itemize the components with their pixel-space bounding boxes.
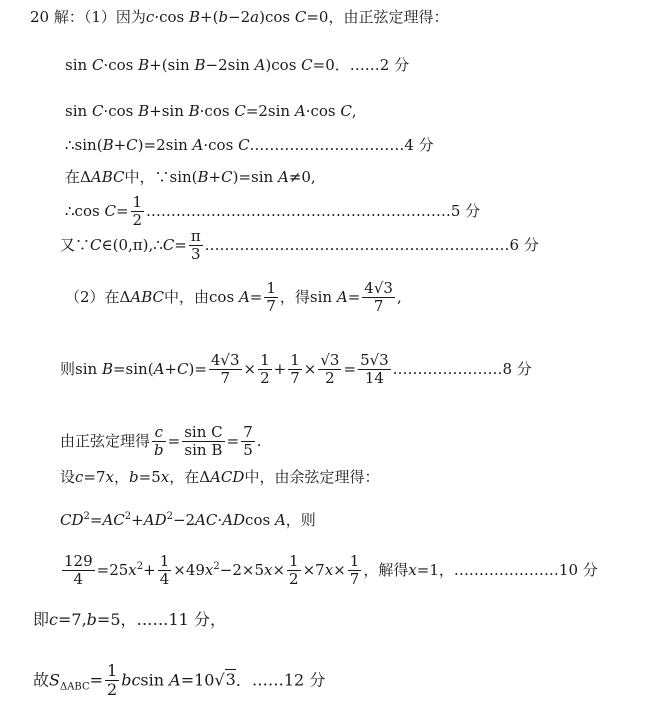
score-4: 4 分	[404, 136, 434, 154]
fraction-sin-b: $\frac{5√3}{14}$	[360, 351, 389, 388]
line-result-cb: 即c=7,b=5，……11 分，	[33, 610, 226, 629]
line-cosine-rule: $CD^2=AC^2+AD^2-2AC\cdot ADcos$ A，则	[60, 511, 316, 529]
line-solve-x: $\frac{129}{4}$ $=25x^2+$ $\frac{1}{4}$ $\times 49x^2-2\times 5x\times$ $\frac{1}{2}$ ×7x× $\frac{1}{7}$ ，解得x=1，…………………10 分	[64, 552, 598, 589]
line-equation-1: sin C·cos B+(sin B−2sin A)cos C=0．……2 分	[65, 56, 410, 74]
score-5: 5 分	[450, 201, 481, 220]
line-let-c: 设c=7x，b=5x，在ΔACD中，由余弦定理得：	[60, 468, 380, 486]
fraction-one-half: $\frac{1}{2}$	[132, 193, 143, 230]
score-6: 6 分	[509, 235, 539, 254]
line-equation-3: ∴sin(B+C)=2sin A·cos C.…………………………4 分	[65, 136, 434, 154]
problem-number: 20 解：	[30, 8, 84, 26]
line-sine-rule: 由正弦定理得 $\frac{c}{b}$ = $\frac{\text{sin C}}{\text{sin B}}$ = $\frac{7}{5}$ .	[60, 423, 262, 460]
line-equation-5: ∴cos C= $\frac{1}{2}$ .……………………………………………………5 分	[65, 193, 481, 230]
line-equation-6: 又∵C∈(0,π),∴C= $\frac{\pi}{3}$ .……………………………………………………6 分	[60, 227, 539, 264]
line-part2: （2）在ΔABC中，由cos A= $\frac{1}{7}$ ，得sin A= $\frac{4√3}{7}$ ,	[65, 279, 402, 316]
score-11: ……11 分，	[136, 610, 226, 629]
line-problem-header: 20 解：（1）因为c·cos B+(b−2a)cos C=0，由正弦定理得：	[30, 8, 449, 26]
score-12: ……12 分	[251, 670, 326, 690]
line-equation-2: sin C·cos B+sin B·cos C=2sin A·cos C,	[65, 102, 357, 120]
fraction-one-seventh: $\frac{1}{7}$	[266, 279, 276, 316]
line-equation-4: 在ΔABC中，∵sin(B+C)=sin A≠0,	[65, 168, 316, 186]
score-2: ……2 分	[349, 56, 410, 74]
score-8: 8 分	[502, 359, 532, 378]
part2-label: （2）在	[65, 287, 120, 306]
line0-tail: ，由正弦定理得：	[328, 8, 449, 26]
fraction-pi-third: $\frac{\pi}{3}$	[190, 227, 201, 264]
fraction-sin-a: $\frac{4√3}{7}$	[364, 279, 393, 316]
line-sin-b: 则sin B=sin(A+C)= $\frac{4√3}{7}$ × $\frac{1}{2}$ + $\frac{1}{7}$ × $\frac{√3}{2}$ = $\frac{5√3}{14}$ .…………………8 分	[60, 351, 532, 388]
part1-label: （1）因为	[83, 8, 146, 26]
score-10: 10 分	[558, 560, 598, 579]
line-area: 故$S_{\Delta ABC}=$ $\frac{1}{2}$ bcsin A=10√3．……12 分	[33, 661, 326, 700]
